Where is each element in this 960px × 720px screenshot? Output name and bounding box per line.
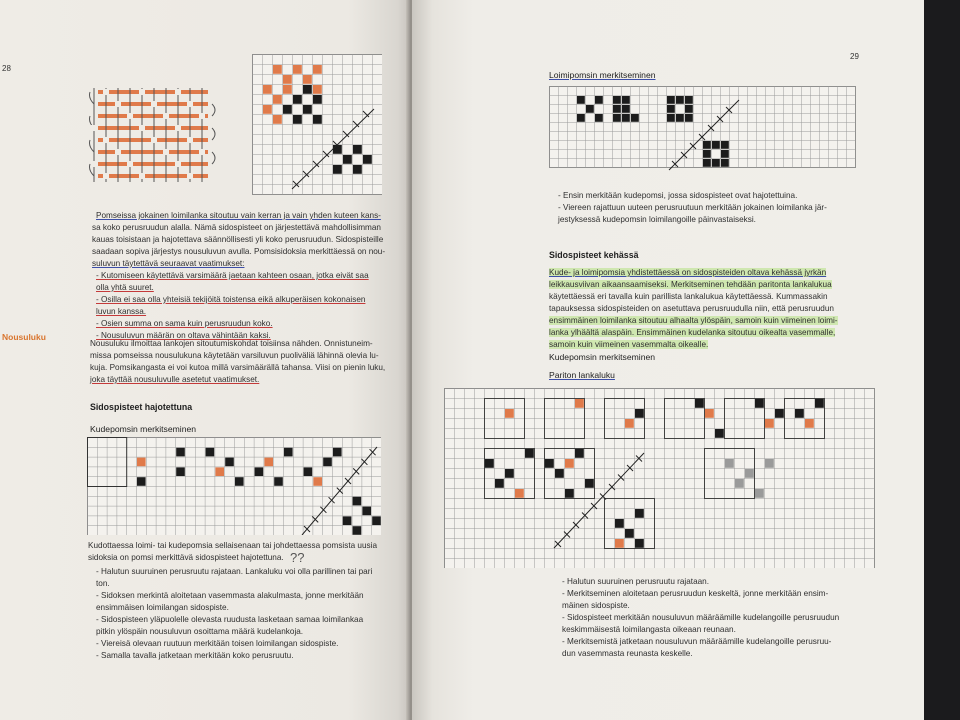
- kehassa-line-6: lanka ylhäältä alaspäin. Ensimmäinen kudelanka sitoutuu oikealta vasemmalle,: [549, 328, 836, 337]
- intro-line-5: suluvun täytettävä seuraavat vaatimukset:: [92, 259, 245, 268]
- subsubheading-right: Pariton lankaluku: [549, 370, 615, 380]
- bullet2-line-7: dun vasemmasta reunasta keskelle.: [562, 649, 693, 658]
- right-page: [412, 0, 924, 720]
- intro-line-1: Pomseissa jokainen loimilanka sitoutuu vain kerran ja vain yhden kuteen kans-: [96, 211, 381, 220]
- subheading-right: Kudepomsin merkitseminen: [549, 352, 656, 362]
- weave-grid-top-left: [252, 54, 382, 196]
- step-2: ton.: [96, 579, 110, 588]
- kehassa-line-4: tapauksessa sidospisteiden on asetuttava perusruudulla niin, että perusruudun: [549, 304, 834, 313]
- bullet2-line-2: - Merkitseminen aloitetaan perusruudun keskeltä, jonne merkitään ensim-: [562, 589, 829, 598]
- weave-grid-top-right: [549, 86, 857, 172]
- kehassa-line-1: Kude- ja loimipomsia yhdistettäessä on sidospisteiden oltava kehässä jyrkän: [549, 268, 827, 277]
- step-6: pitkin ylöspäin nousuluvun osoittama määrä kudelankoja.: [96, 627, 304, 636]
- page-number-right: 29: [850, 52, 859, 61]
- para2-line-1: Nousuluku ilmoittaa lankojen sitoutumiskohdat toisiinsa nähden. Onnistuneim-: [90, 339, 373, 348]
- requirement-6: - Nousuluvun määrän on oltava vähintään kaksi.: [96, 331, 271, 340]
- page-number-left: 28: [2, 64, 11, 73]
- kehassa-line-5: ensimmäinen loimilanka sitoutuu alhaalta ylöspäin, samoin kuin viimeinen loimi-: [549, 316, 838, 325]
- question-marks: ??: [290, 550, 305, 565]
- section-heading-right: Sidospisteet kehässä: [549, 250, 639, 260]
- subheading-left: Kudepomsin merkitseminen: [90, 424, 197, 434]
- para3-line-2: sidoksia on pomsi merkittävä sidospisteet hajotettuna.: [88, 553, 284, 562]
- intro-line-4: saadaan sopiva järjestys nousuluvun avulla. Pomsisidoksia merkittäessä on nou-: [92, 247, 386, 256]
- requirement-5: - Osien summa on sama kuin perusruudun koko.: [96, 319, 273, 328]
- requirement-3: - Osilla ei saa olla yhteisiä tekijöitä toistensa eikä alkuperäisen kokonaisen: [96, 295, 366, 304]
- step-1: - Halutun suuruinen perusruutu rajataan. Lankaluku voi olla parillinen tai pari: [96, 567, 373, 576]
- step-3: - Sidoksen merkintä aloitetaan vasemmasta alakulmasta, jonne merkitään: [96, 591, 364, 600]
- weave-grid-bottom-left: [87, 437, 381, 535]
- bullet1-line-1: - Ensin merkitään kudepomsi, jossa sidospisteet ovat hajotettuina.: [558, 191, 798, 200]
- requirement-2: olla yhtä suuret.: [96, 283, 154, 292]
- bullet1-line-2: - Viereen rajattuun uuteen perusruutuun merkitään jokainen loimilanka jär-: [558, 203, 827, 212]
- step-7: - Viereisä olevaan ruutuun merkitään toisen loimilangan sidospiste.: [96, 639, 339, 648]
- bullet2-line-5: keskimmäisestä loimilangasta oikeaan reunaan.: [562, 625, 736, 634]
- heading-loimipomsi: Loimipomsin merkitseminen: [549, 70, 656, 80]
- requirement-4: luvun kanssa.: [96, 307, 147, 316]
- kehassa-line-7: samoin kuin viimeinen vasemmalta oikealle.: [549, 340, 709, 349]
- left-page: [0, 0, 410, 720]
- step-4: ensimmäisen loimilangan sidospiste.: [96, 603, 229, 612]
- side-label: Nousuluku: [2, 332, 46, 342]
- bullet2-line-3: mäinen sidospiste.: [562, 601, 630, 610]
- step-8: - Samalla tavalla jatketaan merkitään koko perusruutu.: [96, 651, 294, 660]
- bullet1-line-3: jestyksessä kudepomsin loimilangoille päinvastaiseksi.: [558, 215, 756, 224]
- kehassa-line-2: leikkausviivan aikaansaamiseksi. Merkitseminen tehdään paritonta lankalukua: [549, 280, 832, 289]
- intro-line-3: kauas toisistaan ja hajotettava säännöllisesti yli koko perusruudun. Sidospisteille: [92, 235, 384, 244]
- bullet2-line-4: - Sidospisteet merkitään nousuluvun määräämille kudelangoille perusruudun: [562, 613, 840, 622]
- bullet2-line-6: - Merkitsemistä jatketaan nousuluvun määräämille kudelangoille perusruu-: [562, 637, 832, 646]
- para2-line-2: missa pomseissa nousulukuna käytetään varsiluvun puoliväliä lähinnä olevia lu-: [90, 351, 379, 360]
- para2-line-4: joka täyttää nousuluvulle asetetut vaatimukset.: [90, 375, 260, 384]
- para3-line-1: Kudottaessa loimi- tai kudepomsia sellaisenaan tai johdettaessa pomsista uusia: [88, 541, 378, 550]
- step-5: - Sidospisteen yläpuolelle olevasta ruudusta lasketaan samaa loimilankaa: [96, 615, 364, 624]
- requirement-1: - Kutomiseen käytettävä varsimäärä jaetaan kahteen osaan, jotka eivät saa: [96, 271, 369, 280]
- section-heading-left: Sidospisteet hajotettuna: [90, 402, 193, 412]
- para2-line-3: kuja. Pomsikangasta ei voi kutoa millä varsimäärällä tahansa. Viisi on pienin luku,: [90, 363, 386, 372]
- intro-line-2: sa koko perusruudun alalla. Nämä sidospisteet on järjestettävä mahdollisimman: [92, 223, 381, 232]
- weave-grid-bottom-right: [444, 388, 876, 568]
- bullet2-line-1: - Halutun suuruinen perusruutu rajataan.: [562, 577, 710, 586]
- weave-illustration: [88, 82, 218, 188]
- kehassa-line-3: käytettäessä eri tavalla kuin parillista lankalukua käytettäessä. Kummassakin: [549, 292, 828, 301]
